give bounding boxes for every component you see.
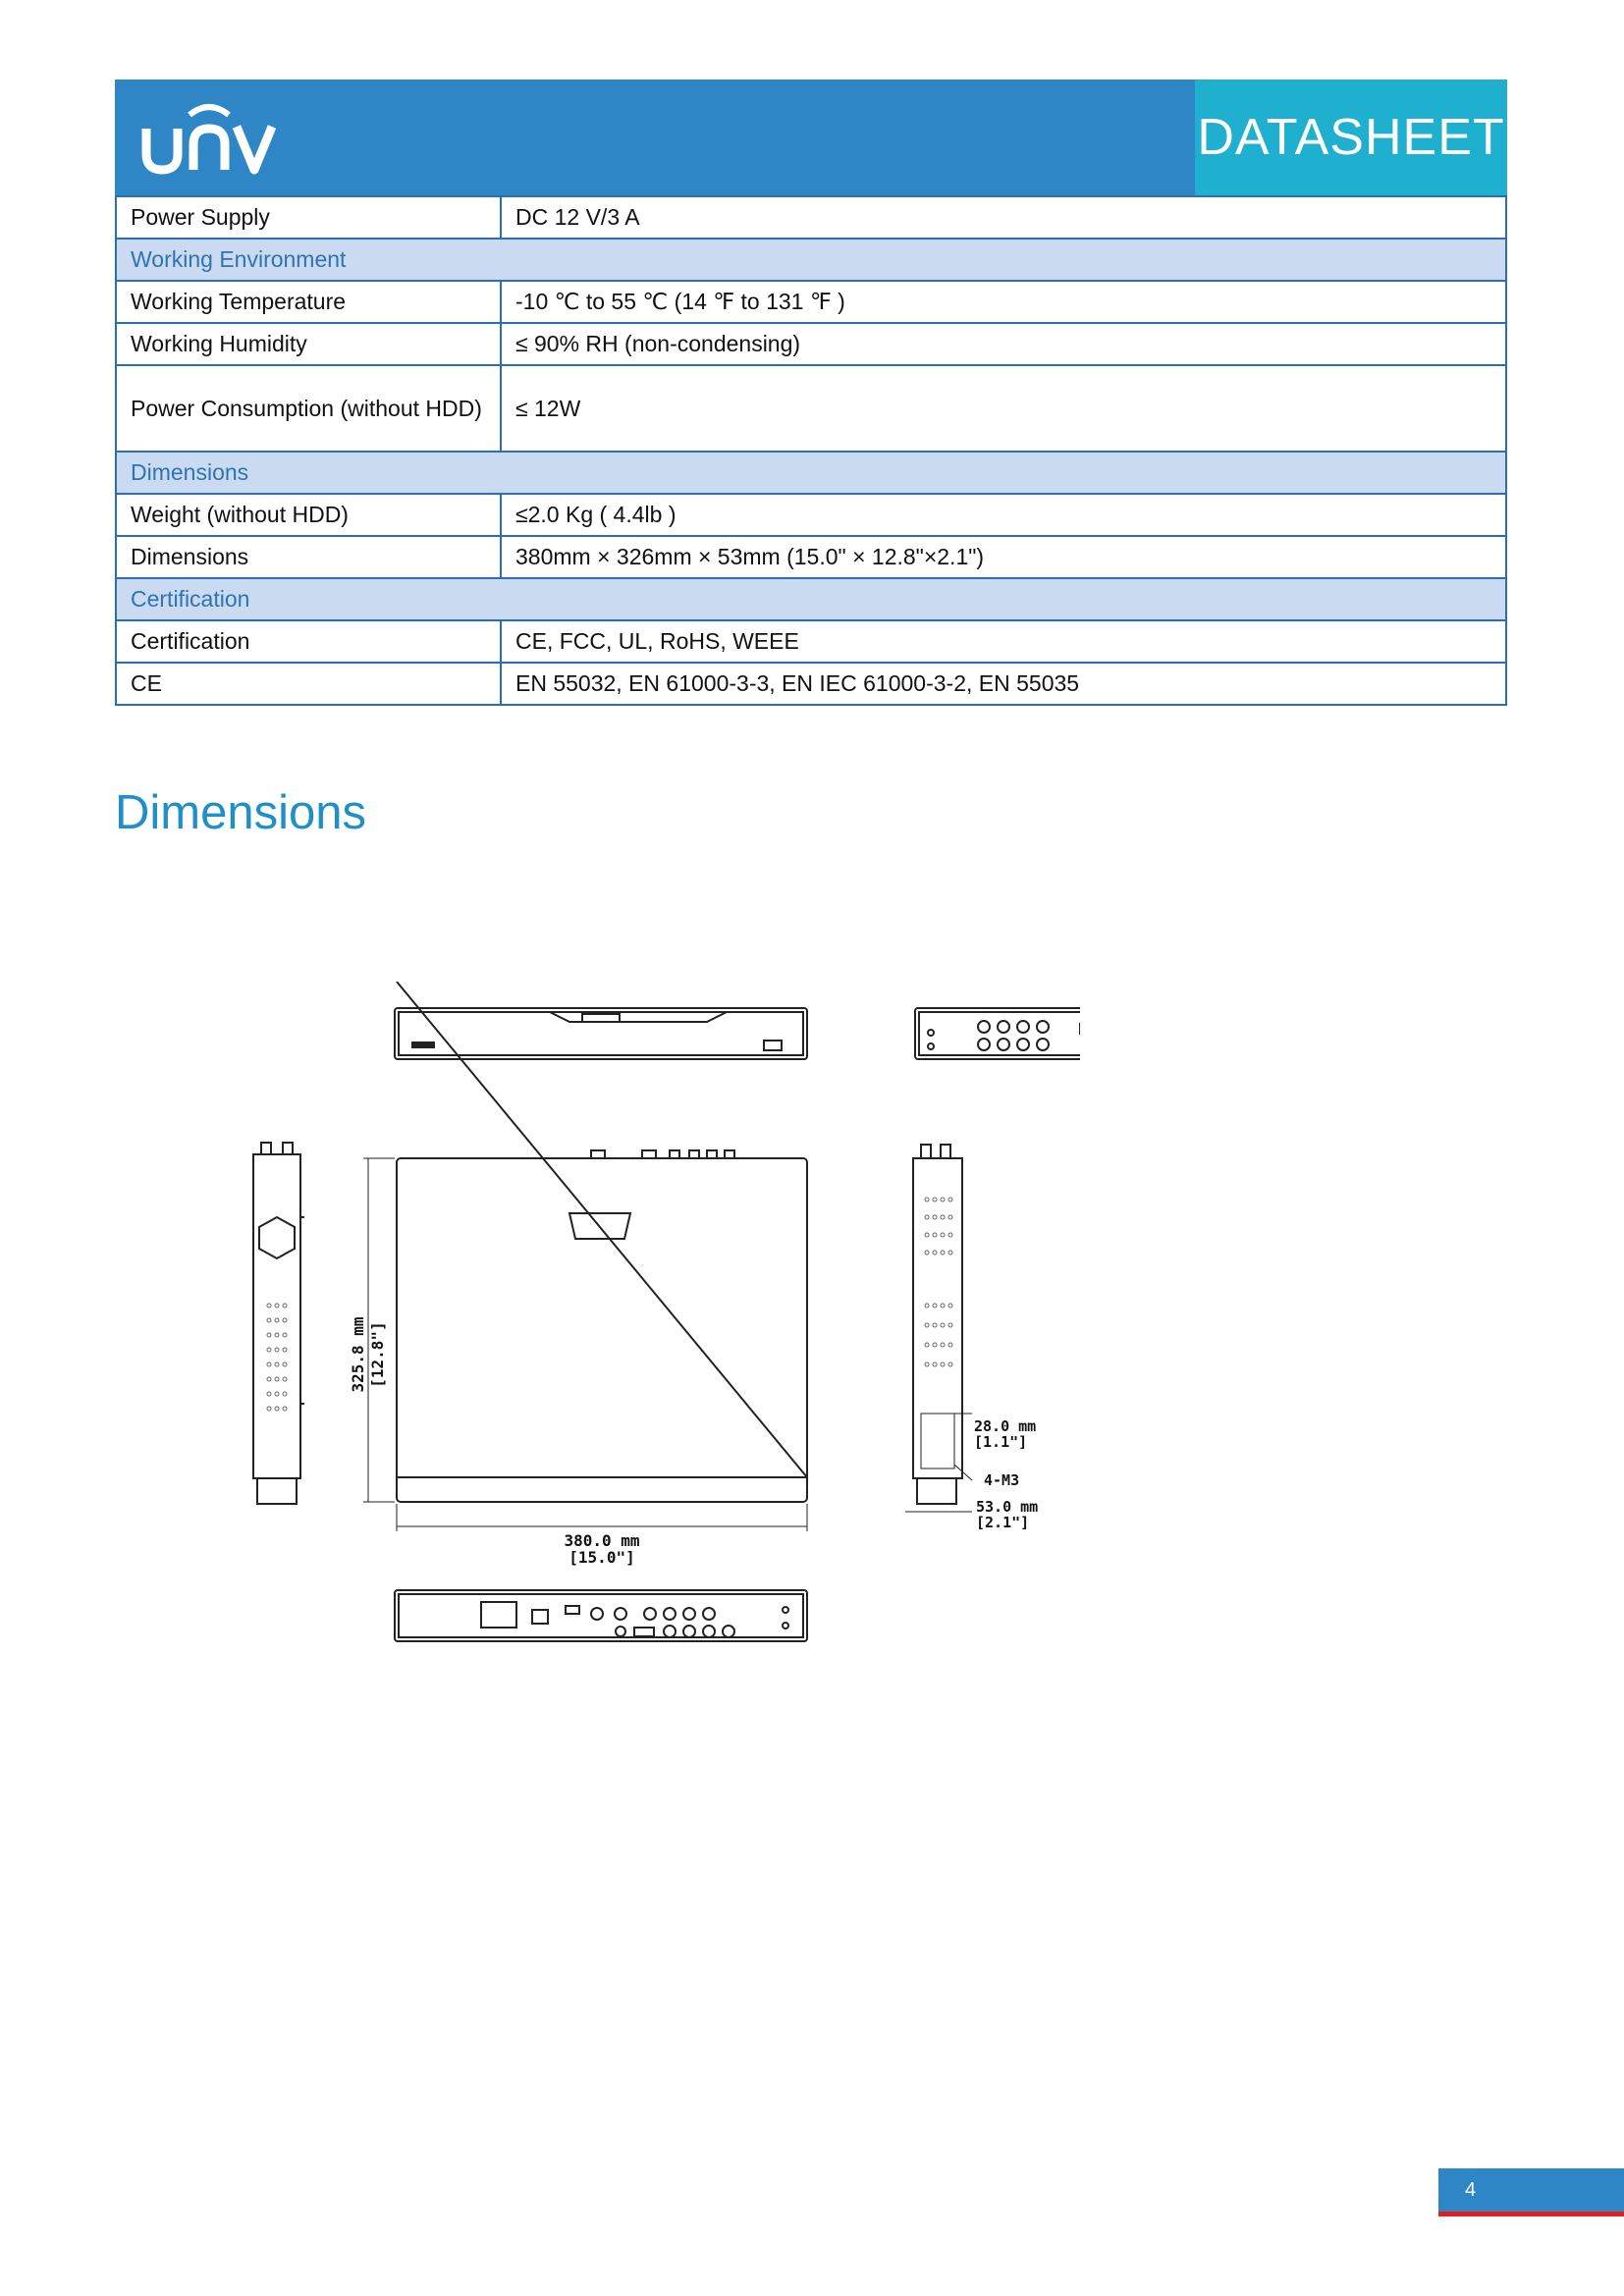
spec-key: CE (116, 663, 501, 705)
spec-section-header (116, 452, 1506, 494)
mount-in-label: [1.1"] (974, 1433, 1028, 1451)
spec-value: DC 12 V/3 A (501, 196, 1506, 239)
unv-logo (138, 93, 286, 182)
spec-key: Working Humidity (116, 323, 501, 365)
rear-view-top (915, 1008, 1080, 1059)
spec-key: Working Temperature (116, 281, 501, 323)
spec-section-label: Certification (116, 578, 1506, 620)
spec-section-header (116, 578, 1506, 620)
dimension-drawings (226, 982, 1080, 1669)
spec-row (116, 663, 1506, 705)
spec-row (116, 536, 1506, 578)
spec-key: Certification (116, 620, 501, 663)
page-number-text: 4 (1465, 2179, 1477, 2201)
width-mm-label: 380.0 mm (564, 1531, 640, 1550)
side-view-left (253, 1143, 304, 1504)
spec-row (116, 494, 1506, 536)
side-view-right (905, 1145, 972, 1512)
spec-section-label: Dimensions (116, 452, 1506, 494)
spec-section-label: Working Environment (116, 239, 1506, 281)
spec-value: 380mm × 326mm × 53mm (15.0" × 12.8"×2.1") (501, 536, 1506, 578)
spec-row (116, 281, 1506, 323)
section-title: Dimensions (115, 786, 366, 839)
page-number (1438, 2168, 1624, 2216)
spec-value: ≤2.0 Kg ( 4.4lb ) (501, 494, 1506, 536)
spec-section-header (116, 239, 1506, 281)
width-in-label: [15.0"] (568, 1548, 635, 1567)
spec-value: ≤ 12W (501, 365, 1506, 452)
height-in-label: [2.1"] (976, 1514, 1030, 1531)
spec-value: EN 55032, EN 61000-3-3, EN IEC 61000-3-2, EN 55035 (501, 663, 1506, 705)
spec-key: Power Supply (116, 196, 501, 239)
top-view (363, 982, 807, 1531)
spec-key: Dimensions (116, 536, 501, 578)
spec-value: CE, FCC, UL, RoHS, WEEE (501, 620, 1506, 663)
spec-key: Power Consumption (without HDD) (116, 365, 501, 452)
rear-view-bottom (395, 1590, 807, 1641)
spec-value: -10 ℃ to 55 ℃ (14 ℉ to 131 ℉ ) (501, 281, 1506, 323)
spec-table (115, 195, 1507, 706)
spec-row (116, 620, 1506, 663)
unv-logo-icon (138, 93, 286, 182)
header-banner (115, 80, 1507, 195)
height-mm-label: 53.0 mm (976, 1498, 1039, 1516)
spec-key: Weight (without HDD) (116, 494, 501, 536)
spec-value: ≤ 90% RH (non-condensing) (501, 323, 1506, 365)
depth-mm-label: 325.8 mm (349, 1316, 367, 1393)
mount-mm-label: 28.0 mm (974, 1417, 1037, 1435)
spec-row (116, 323, 1506, 365)
spec-row (116, 365, 1506, 452)
spec-row (116, 196, 1506, 239)
front-view (395, 1008, 807, 1059)
depth-in-label: [12.8"] (368, 1321, 387, 1388)
datasheet-badge: DATASHEET (1195, 80, 1507, 195)
screw-label: 4-M3 (984, 1471, 1020, 1489)
